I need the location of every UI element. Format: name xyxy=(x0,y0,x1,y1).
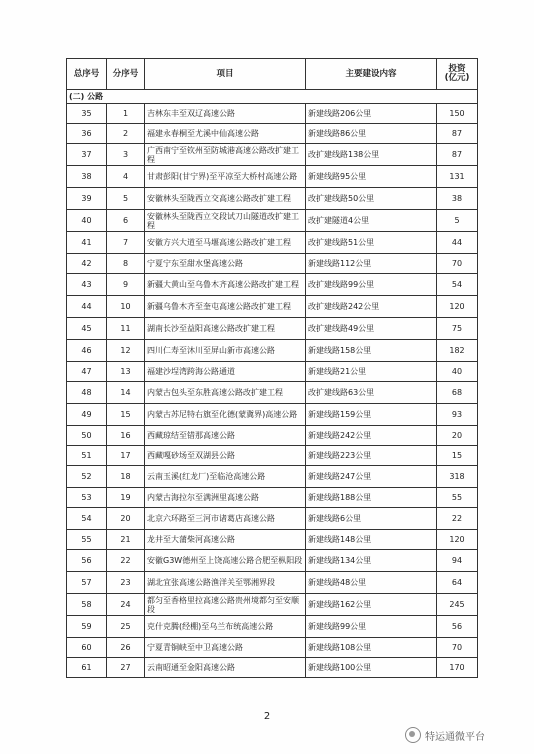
cell-content: 改扩建线路138公里 xyxy=(306,144,437,166)
cell-project: 内蒙古海拉尔至满洲里高速公路 xyxy=(145,488,306,508)
table-row xyxy=(67,296,478,318)
cell-total-no: 51 xyxy=(67,446,107,466)
cell-total-no: 39 xyxy=(67,188,107,210)
table-row xyxy=(67,572,478,594)
table-row xyxy=(67,382,478,404)
cell-total-no: 38 xyxy=(67,166,107,188)
cell-project: 西藏嘎砂场至双湖县公路 xyxy=(145,446,306,466)
cell-content: 新建线路162公里 xyxy=(306,594,437,616)
table-row xyxy=(67,104,478,124)
cell-content: 改扩建线路50公里 xyxy=(306,188,437,210)
cell-sub-no: 24 xyxy=(107,594,145,616)
cell-sub-no: 15 xyxy=(107,404,145,426)
table-row xyxy=(67,124,478,144)
cell-project: 西藏琼结至错那高速公路 xyxy=(145,426,306,446)
cell-sub-no: 27 xyxy=(107,658,145,678)
cell-investment: 87 xyxy=(437,124,478,144)
watermark xyxy=(405,727,485,743)
cell-sub-no: 12 xyxy=(107,340,145,362)
cell-investment: 70 xyxy=(437,638,478,658)
cell-investment: 94 xyxy=(437,550,478,572)
cell-content: 新建线路148公里 xyxy=(306,530,437,550)
cell-sub-no: 11 xyxy=(107,318,145,340)
cell-sub-no: 7 xyxy=(107,232,145,254)
cell-project: 宁夏青铜峡至中卫高速公路 xyxy=(145,638,306,658)
page-number: 2 xyxy=(263,711,271,722)
cell-sub-no: 20 xyxy=(107,508,145,530)
table-header xyxy=(67,59,478,90)
cell-total-no: 49 xyxy=(67,404,107,426)
cell-investment: 120 xyxy=(437,296,478,318)
cell-total-no: 36 xyxy=(67,124,107,144)
cell-content: 新建线路134公里 xyxy=(306,550,437,572)
table-row xyxy=(67,188,478,210)
cell-sub-no: 10 xyxy=(107,296,145,318)
cell-sub-no: 23 xyxy=(107,572,145,594)
header-investment: 投资 (亿元) xyxy=(437,59,478,90)
cell-sub-no: 3 xyxy=(107,144,145,166)
table-row xyxy=(67,144,478,166)
table-row xyxy=(67,166,478,188)
cell-project: 宁夏宁东至甜水堡高速公路 xyxy=(145,254,306,274)
header-content: 主要建设内容 xyxy=(306,59,437,90)
cell-total-no: 56 xyxy=(67,550,107,572)
table-row xyxy=(67,508,478,530)
cell-project: 安徽林头至陇西立交高速公路改扩建工程 xyxy=(145,188,306,210)
cell-content: 新建线路206公里 xyxy=(306,104,437,124)
cell-total-no: 43 xyxy=(67,274,107,296)
cell-project: 云南玉溪(红龙厂)至临沧高速公路 xyxy=(145,466,306,488)
cell-sub-no: 26 xyxy=(107,638,145,658)
cell-project: 克什克腾(经棚)至乌兰布统高速公路 xyxy=(145,616,306,638)
header-project: 项目 xyxy=(145,59,306,90)
cell-project: 龙井至大蒲柴河高速公路 xyxy=(145,530,306,550)
cell-investment: 93 xyxy=(437,404,478,426)
cell-content: 新建线路48公里 xyxy=(306,572,437,594)
cell-project: 湖北宜张高速公路渔洋关至鄂湘界段 xyxy=(145,572,306,594)
table-row xyxy=(67,466,478,488)
cell-sub-no: 21 xyxy=(107,530,145,550)
cell-total-no: 53 xyxy=(67,488,107,508)
cell-total-no: 37 xyxy=(67,144,107,166)
cell-total-no: 57 xyxy=(67,572,107,594)
cell-sub-no: 8 xyxy=(107,254,145,274)
cell-project: 新疆乌鲁木齐至奎屯高速公路改扩建工程 xyxy=(145,296,306,318)
cell-investment: 22 xyxy=(437,508,478,530)
cell-content: 新建线路112公里 xyxy=(306,254,437,274)
cell-investment: 150 xyxy=(437,104,478,124)
cell-project: 内蒙古苏尼特右旗至化德(蒙冀界)高速公路 xyxy=(145,404,306,426)
cell-total-no: 48 xyxy=(67,382,107,404)
table-row xyxy=(67,446,478,466)
cell-total-no: 42 xyxy=(67,254,107,274)
table-row xyxy=(67,594,478,616)
cell-investment: 5 xyxy=(437,210,478,232)
table-row xyxy=(67,658,478,678)
cell-content: 改扩建线路99公里 xyxy=(306,274,437,296)
cell-investment: 170 xyxy=(437,658,478,678)
cell-investment: 56 xyxy=(437,616,478,638)
cell-content: 新建线路247公里 xyxy=(306,466,437,488)
cell-content: 改扩建线路63公里 xyxy=(306,382,437,404)
cell-project: 湖南长沙至益阳高速公路改扩建工程 xyxy=(145,318,306,340)
cell-content: 改扩建线路49公里 xyxy=(306,318,437,340)
cell-total-no: 45 xyxy=(67,318,107,340)
cell-total-no: 46 xyxy=(67,340,107,362)
cell-project: 四川仁寿至沐川至屏山新市高速公路 xyxy=(145,340,306,362)
table-row xyxy=(67,254,478,274)
cell-total-no: 41 xyxy=(67,232,107,254)
cell-sub-no: 9 xyxy=(107,274,145,296)
table-row xyxy=(67,362,478,382)
cell-sub-no: 17 xyxy=(107,446,145,466)
cell-sub-no: 13 xyxy=(107,362,145,382)
table-row xyxy=(67,426,478,446)
cell-total-no: 40 xyxy=(67,210,107,232)
cell-total-no: 52 xyxy=(67,466,107,488)
table-row xyxy=(67,404,478,426)
table-row xyxy=(67,616,478,638)
cell-project: 云南昭通至金阳高速公路 xyxy=(145,658,306,678)
table-row xyxy=(67,318,478,340)
cell-content: 改扩建隧道4公里 xyxy=(306,210,437,232)
cell-investment: 15 xyxy=(437,446,478,466)
cell-sub-no: 2 xyxy=(107,124,145,144)
cell-content: 新建线路108公里 xyxy=(306,638,437,658)
wechat-icon xyxy=(405,727,421,743)
cell-investment: 54 xyxy=(437,274,478,296)
cell-total-no: 61 xyxy=(67,658,107,678)
cell-total-no: 50 xyxy=(67,426,107,446)
table-row xyxy=(67,340,478,362)
table-row xyxy=(67,210,478,232)
cell-total-no: 60 xyxy=(67,638,107,658)
cell-investment: 20 xyxy=(437,426,478,446)
cell-content: 新建线路159公里 xyxy=(306,404,437,426)
cell-total-no: 55 xyxy=(67,530,107,550)
cell-project: 新疆大黄山至乌鲁木齐高速公路改扩建工程 xyxy=(145,274,306,296)
table-row xyxy=(67,488,478,508)
cell-project: 吉林东丰至双辽高速公路 xyxy=(145,104,306,124)
cell-content: 新建线路188公里 xyxy=(306,488,437,508)
cell-investment: 87 xyxy=(437,144,478,166)
cell-project: 都匀至香格里拉高速公路贵州境都匀至安顺段 xyxy=(145,594,306,616)
cell-content: 新建线路242公里 xyxy=(306,426,437,446)
cell-content: 新建线路99公里 xyxy=(306,616,437,638)
cell-content: 新建线路223公里 xyxy=(306,446,437,466)
cell-content: 新建线路6公里 xyxy=(306,508,437,530)
cell-total-no: 59 xyxy=(67,616,107,638)
cell-sub-no: 25 xyxy=(107,616,145,638)
cell-project: 甘肃彭阳(甘宁界)至平凉至大桥村高速公路 xyxy=(145,166,306,188)
investment-table xyxy=(66,58,478,678)
cell-total-no: 35 xyxy=(67,104,107,124)
cell-sub-no: 19 xyxy=(107,488,145,508)
cell-investment: 131 xyxy=(437,166,478,188)
cell-sub-no: 1 xyxy=(107,104,145,124)
cell-investment: 68 xyxy=(437,382,478,404)
cell-total-no: 44 xyxy=(67,296,107,318)
cell-content: 新建线路95公里 xyxy=(306,166,437,188)
cell-total-no: 47 xyxy=(67,362,107,382)
cell-content: 改扩建线路51公里 xyxy=(306,232,437,254)
cell-project: 安徽G3W德州至上饶高速公路合肥至枞阳段 xyxy=(145,550,306,572)
cell-sub-no: 22 xyxy=(107,550,145,572)
cell-content: 改扩建线路242公里 xyxy=(306,296,437,318)
cell-investment: 120 xyxy=(437,530,478,550)
cell-investment: 64 xyxy=(437,572,478,594)
cell-total-no: 58 xyxy=(67,594,107,616)
cell-content: 新建线路21公里 xyxy=(306,362,437,382)
header-total-no: 总序号 xyxy=(67,59,107,90)
cell-investment: 245 xyxy=(437,594,478,616)
cell-sub-no: 18 xyxy=(107,466,145,488)
section-row xyxy=(67,90,478,104)
watermark-text: 特运通微平台 xyxy=(425,731,485,743)
cell-investment: 40 xyxy=(437,362,478,382)
cell-content: 新建线路158公里 xyxy=(306,340,437,362)
cell-sub-no: 14 xyxy=(107,382,145,404)
table-row xyxy=(67,530,478,550)
cell-project: 安徽方兴大道至马堰高速公路改扩建工程 xyxy=(145,232,306,254)
cell-project: 安徽林头至陇西立交段试刀山隧道改扩建工程 xyxy=(145,210,306,232)
table-row xyxy=(67,638,478,658)
cell-content: 新建线路86公里 xyxy=(306,124,437,144)
cell-investment: 75 xyxy=(437,318,478,340)
cell-sub-no: 6 xyxy=(107,210,145,232)
cell-investment: 182 xyxy=(437,340,478,362)
cell-investment: 44 xyxy=(437,232,478,254)
cell-sub-no: 4 xyxy=(107,166,145,188)
table-row xyxy=(67,232,478,254)
cell-investment: 38 xyxy=(437,188,478,210)
cell-project: 福建永春桐至尤溪中仙高速公路 xyxy=(145,124,306,144)
cell-investment: 70 xyxy=(437,254,478,274)
cell-project: 内蒙古包头至东胜高速公路改扩建工程 xyxy=(145,382,306,404)
cell-total-no: 54 xyxy=(67,508,107,530)
cell-project: 北京六环路至三河市诸葛店高速公路 xyxy=(145,508,306,530)
table-row xyxy=(67,550,478,572)
cell-investment: 318 xyxy=(437,466,478,488)
cell-project: 广西南宁至钦州至防城港高速公路改扩建工程 xyxy=(145,144,306,166)
cell-project: 福建沙埕湾跨海公路通道 xyxy=(145,362,306,382)
header-sub-no: 分序号 xyxy=(107,59,145,90)
cell-content: 新建线路100公里 xyxy=(306,658,437,678)
section-title: (二) 公路 xyxy=(67,90,478,104)
cell-sub-no: 5 xyxy=(107,188,145,210)
cell-sub-no: 16 xyxy=(107,426,145,446)
table-row xyxy=(67,274,478,296)
cell-investment: 55 xyxy=(437,488,478,508)
